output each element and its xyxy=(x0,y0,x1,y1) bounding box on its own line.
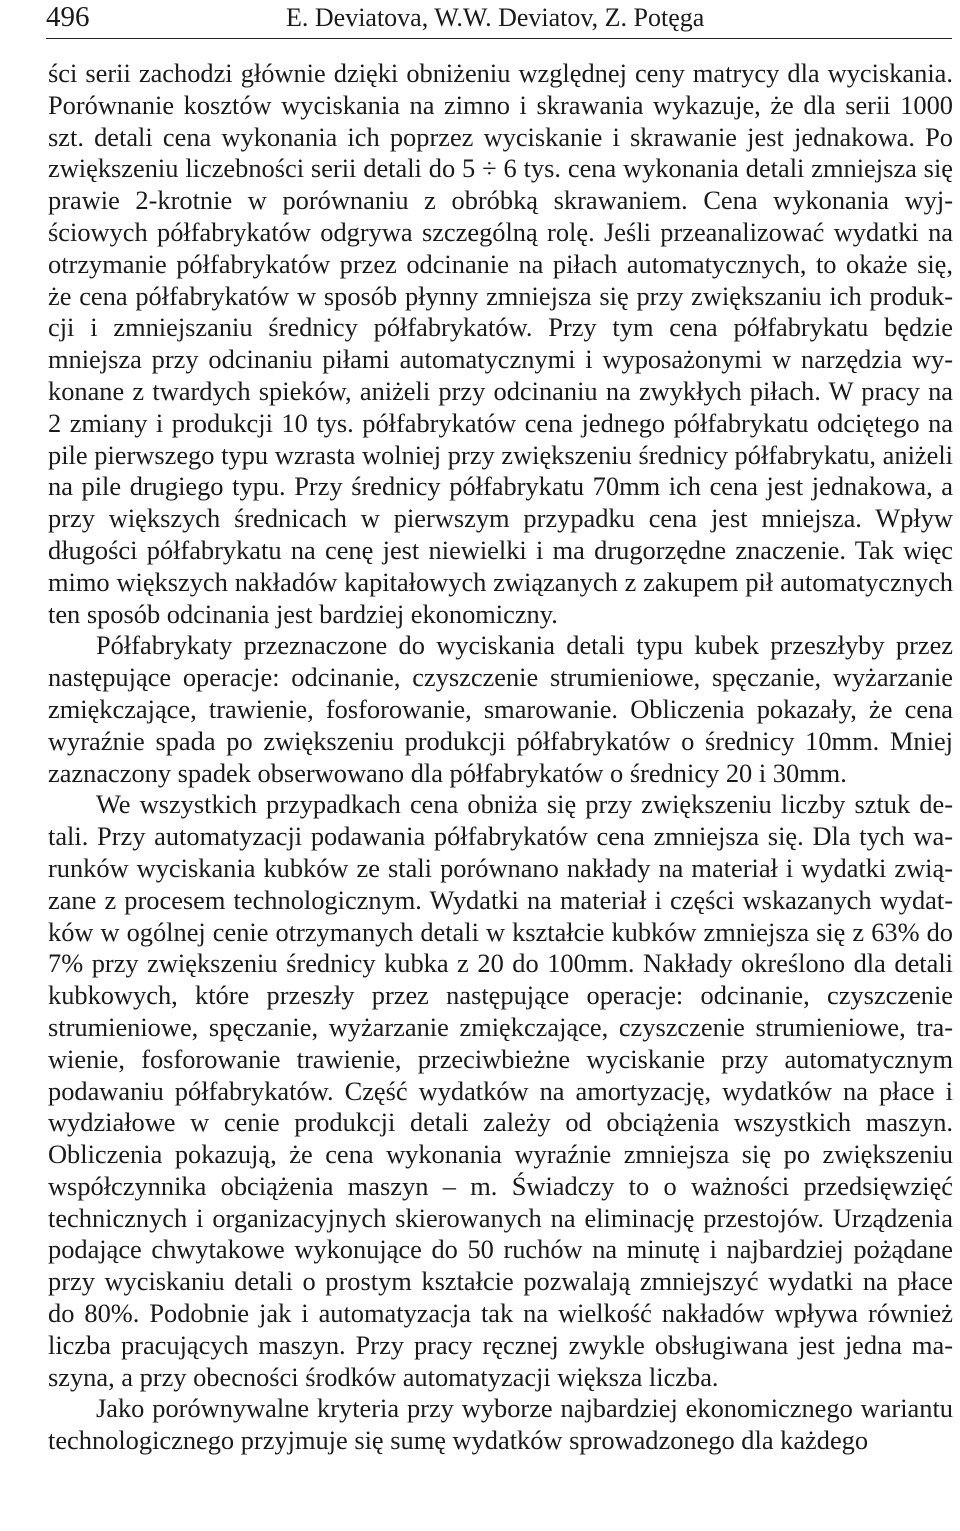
running-header xyxy=(46,0,952,39)
paragraph-3: We wszystkich przypadkach cena obniża się przy zwiększeniu liczby sztuk detali. Przy automatyzacji podawania półfabrykatów cena zmniejsza się. Dla tych warunków wyciskania kubków ze stali porównano nakłady na materiał i wydatki związane z procesem technologicznym. Wydatki na materiał i części wskazanych wydatków w ogólnej cenie otrzymanych detali w kształcie kubków zmniejsza się z 63% do 7% przy zwiększeniu średnicy kubka z 20 do 100mm. Nakłady określono dla detali kubkowych, które przeszły przez następujące operacje: odcinanie, czyszczenie strumieniowe, spęczanie, wyżarzanie zmiękczające, czyszczenie strumieniowe, trawienie, fosforowanie trawienie, przeciwbieżne wyciskanie przy automatycznym podawaniu półfabrykatów. Część wydatków na amortyzację, wydatków na płace i wydziałowe w cenie produkcji detali zależy od obciążenia wszystkich maszyn. Obliczenia pokazują, że cena wykonania wyraźnie zmniejsza się po zwiększeniu współczynnika obciążenia maszyn – m. Świadczy to o ważności przedsięwzięć technicznych i organizacyjnych skierowanych na eliminację przestojów. Urządzenia podające chwytakowe wykonujące do 50 ruchów na minutę i najbardziej pożądane przy wyciskaniu detali o prostym kształcie pozwalają zmniejszyć wydatki na płace do 80%. Podobnie jak i automatyzacja tak na wielkość nakładów wpływa również liczba pracujących maszyn. Przy pracy ręcznej zwykle obsługiwana jest jedna maszyna, a przy obecności środków automatyzacji większa liczba. xyxy=(48,789,953,1392)
body-text xyxy=(48,58,953,1457)
page-number: 496 xyxy=(46,1,90,33)
paragraph-2: Półfabrykaty przeznaczone do wyciskania detali typu kubek przeszłyby przez następujące operacje: odcinanie, czyszczenie strumieniowe, spęczanie, wyżarzanie zmiękczające, trawienie, fosforowanie, smarowanie. Obliczenia pokazały, że cena wyraźnie spada po zwiększeniu produkcji półfabrykatów o średnicy 10mm. Mniej zaznaczony spadek obserwowano dla półfabrykatów o średnicy 20 i 30mm. xyxy=(48,630,953,788)
running-header-authors: E. Deviatova, W.W. Deviatov, Z. Potęga xyxy=(286,3,705,32)
paragraph-1: ści serii zachodzi głównie dzięki obniżeniu względnej ceny matrycy dla wyciskania. Porównanie kosztów wyciskania na zimno i skrawania wykazuje, że dla serii 1000 szt. detali cena wykonania ich poprzez wyciskanie i skrawanie jest jednakowa. Po zwiększeniu liczebności serii detali do 5 ÷ 6 tys. cena wykonania detali zmniejsza się prawie 2-krotnie w porównaniu z obróbką skrawaniem. Cena wykonania wyjściowych półfabrykatów odgrywa szczególną rolę. Jeśli przeanalizować wydatki na otrzymanie półfabrykatów przez odcinanie na piłach automatycznych, to okaże się, że cena półfabrykatów w sposób płynny zmniejsza się przy zwiększaniu ich produkcji i zmniejszaniu średnicy półfabrykatów. Przy tym cena półfabrykatu będzie mniejsza przy odcinaniu piłami automatycznymi i wyposażonymi w narzędzia wykonane z twardych spieków, aniżeli przy odcinaniu na zwykłych piłach. W pracy na 2 zmiany i produkcji 10 tys. półfabrykatów cena jednego półfabrykatu odciętego na pile pierwszego typu wzrasta wolniej przy zwiększeniu średnicy półfabrykatu, aniżeli na pile drugiego typu. Przy średnicy półfabrykatu 70mm ich cena jest jednakowa, a przy większych średnicach w pierwszym przypadku cena jest mniejsza. Wpływ długości półfabrykatu na cenę jest niewielki i ma drugorzędne znaczenie. Tak więc mimo większych nakładów kapitałowych związanych z zakupem pił automatycznych ten sposób odcinania jest bardziej ekonomiczny. xyxy=(48,58,953,629)
paragraph-4: Jako porównywalne kryteria przy wyborze najbardziej ekonomicznego wariantu technologicznego przyjmuje się sumę wydatków sprowadzonego dla każdego xyxy=(48,1393,953,1456)
